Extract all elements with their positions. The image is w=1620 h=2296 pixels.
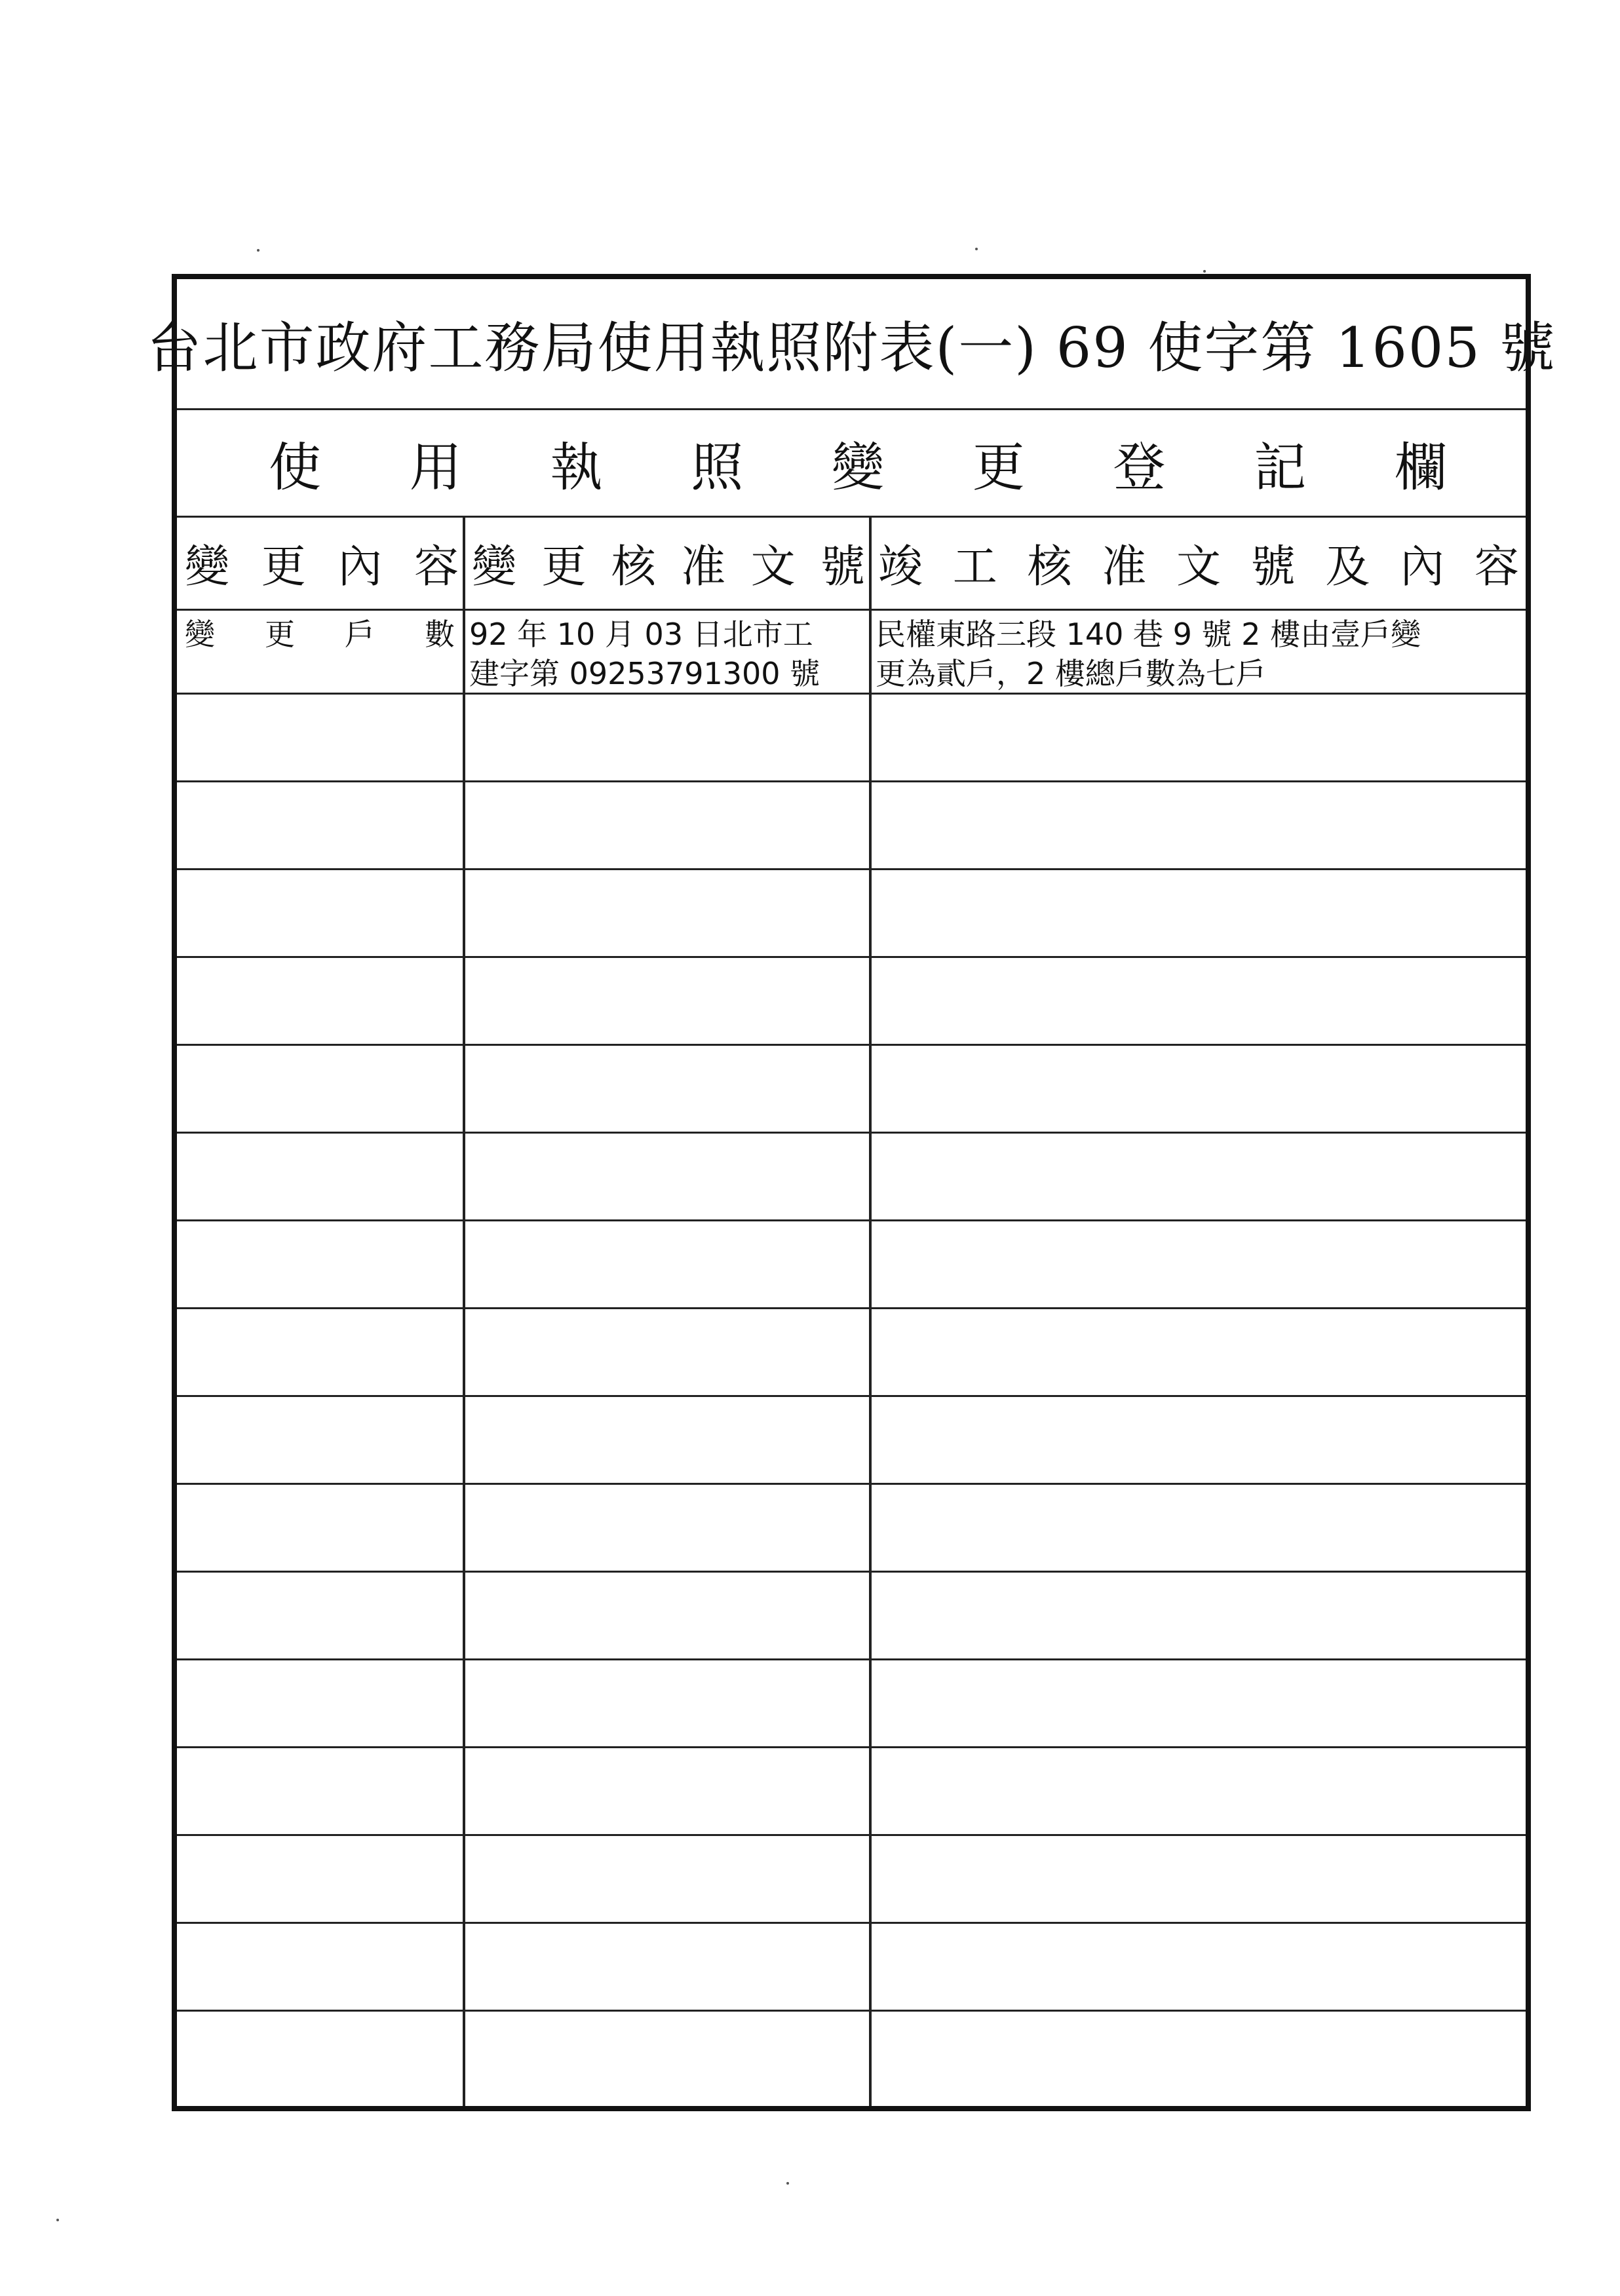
header-char: 更 [541, 541, 587, 593]
column-divider [869, 518, 872, 2106]
empty-table-row [177, 1046, 1526, 1134]
header-char: 內 [1400, 541, 1445, 593]
header-char: 號 [820, 541, 865, 593]
empty-table-row [177, 695, 1526, 782]
completion-content-cell [872, 611, 1526, 693]
empty-table-row [177, 958, 1526, 1046]
header-char: 文 [1176, 541, 1221, 593]
register-title-char: 更 [972, 437, 1025, 498]
empty-table-row [177, 870, 1526, 958]
scan-speck [257, 249, 260, 252]
header-char: 文 [750, 541, 796, 593]
document-title: 台北市政府工務局使用執照附表(一) 69 使字第 1605 號 [177, 279, 1526, 410]
empty-table-row [177, 1134, 1526, 1221]
empty-table-row [177, 1924, 1526, 2012]
scan-speck [56, 2219, 59, 2221]
column-header-change-content [177, 518, 464, 609]
empty-table-row [177, 1660, 1526, 1748]
empty-table-row [177, 1221, 1526, 1309]
approval-line: 建字第 09253791300 號 [469, 656, 820, 691]
register-title-char: 用 [409, 437, 462, 498]
scan-speck [786, 2182, 789, 2185]
register-title-char: 記 [1254, 437, 1307, 498]
register-title-char: 變 [832, 437, 884, 498]
cell-char: 變 [185, 617, 215, 652]
register-title-char: 使 [269, 437, 321, 498]
empty-table-row [177, 1309, 1526, 1397]
header-char: 核 [611, 541, 656, 593]
cell-char: 數 [425, 617, 455, 652]
column-divider [463, 518, 465, 2106]
header-char: 竣 [878, 541, 923, 593]
table-header-row [177, 518, 1526, 611]
header-char: 內 [338, 541, 383, 593]
header-char: 變 [472, 541, 517, 593]
column-header-approval-number [464, 518, 870, 609]
register-title-char: 欄 [1395, 437, 1447, 498]
register-title-char: 執 [550, 437, 603, 498]
cell-char: 戶 [345, 617, 375, 652]
header-char: 容 [1474, 541, 1519, 593]
empty-table-row [177, 1748, 1526, 1836]
register-title-char: 登 [1113, 437, 1166, 498]
empty-table-row [177, 2012, 1526, 2099]
table-row [177, 611, 1526, 695]
header-char: 容 [414, 541, 459, 593]
empty-table-row [177, 1485, 1526, 1573]
column-header-completion-approval [870, 518, 1526, 609]
scan-speck [1203, 270, 1206, 273]
change-content-cell [177, 611, 464, 693]
approval-line: 92 年 10 月 03 日北市工 [469, 617, 813, 652]
header-char: 工 [952, 541, 997, 593]
header-char: 准 [1102, 541, 1147, 593]
approval-number-cell [465, 611, 870, 693]
header-char: 號 [1250, 541, 1296, 593]
usage-permit-change-form [146, 274, 1556, 2111]
header-char: 變 [185, 541, 230, 593]
empty-table-row [177, 1573, 1526, 1660]
empty-table-row [177, 1397, 1526, 1485]
completion-line: 更為貳戶，2 樓總戶數為七戶 [876, 656, 1266, 691]
header-char: 更 [261, 541, 306, 593]
register-title-char: 照 [691, 437, 744, 498]
register-title [177, 410, 1526, 518]
completion-line: 民權東路三段 140 巷 9 號 2 樓由壹戶變 [876, 617, 1421, 652]
cell-char: 更 [265, 617, 295, 652]
header-char: 核 [1027, 541, 1072, 593]
empty-table-row [177, 782, 1526, 870]
scan-speck [975, 248, 978, 250]
empty-table-row [177, 1836, 1526, 1924]
header-char: 及 [1325, 541, 1370, 593]
header-char: 准 [681, 541, 726, 593]
